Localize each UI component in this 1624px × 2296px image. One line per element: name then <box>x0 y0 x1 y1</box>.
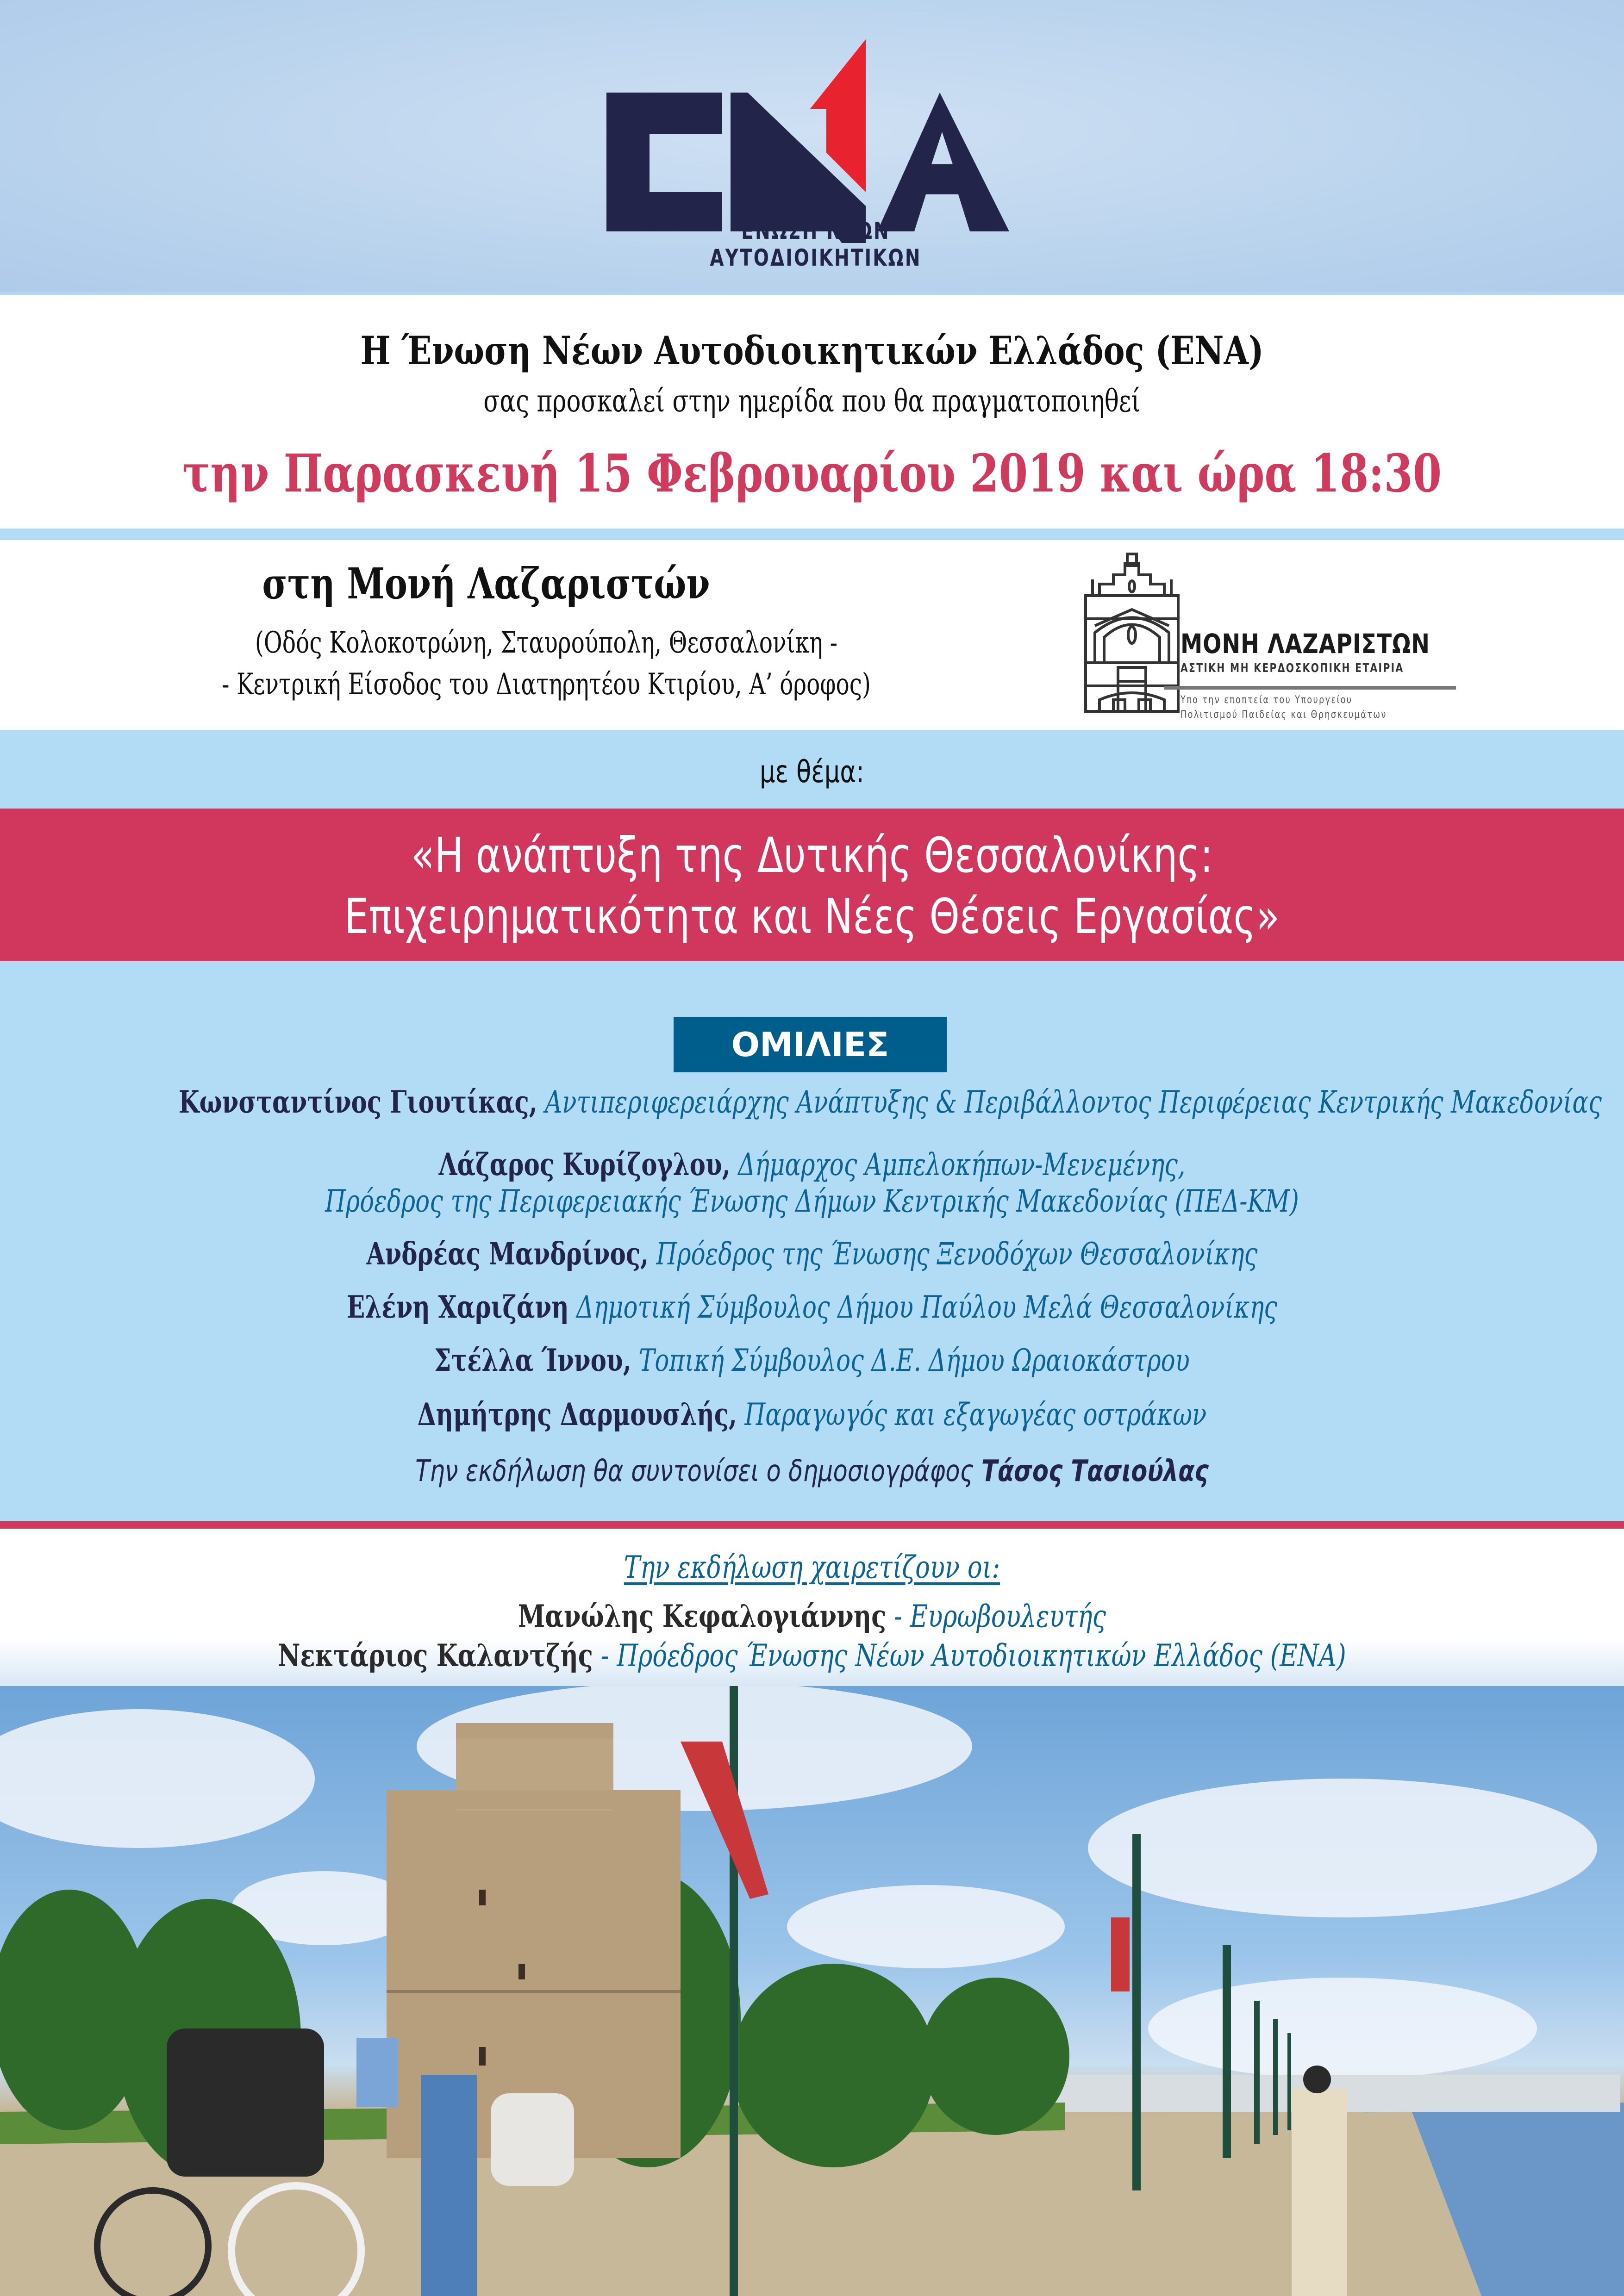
speaker-name: Δημήτρης Δαρμουσλής, <box>417 1396 737 1432</box>
monastery-logo-rule <box>1164 686 1456 690</box>
venue-title: στη Μονή Λαζαριστών <box>262 559 710 609</box>
speaker-row <box>179 1236 1445 1272</box>
event-date: την Παρασκευή 15 Φεβρουαρίου 2019 και ώρα 18:30 <box>182 443 1442 504</box>
greeting-name: Μανώλης Κεφαλογιάννης <box>518 1598 887 1634</box>
monastery-subtitle: ΑΣΤΙΚΗ ΜΗ ΚΕΡΔΟΣΚΟΠΙΚΗ ΕΤΑΙΡΙΑ <box>1181 661 1404 675</box>
greetings-title: Την εκδήλωση χαιρετίζουν οι: <box>624 1549 1000 1585</box>
speaker-role: Πρόεδρος της Ένωσης Ξενοδόχων Θεσσαλονίκης <box>656 1236 1258 1272</box>
speaker-role: Αντιπεριφερειάρχης Ανάπτυξης & Περιβάλλοντος Περιφέρειας Κεντρικής Μακεδονίας <box>545 1084 1602 1120</box>
speakers-section <box>0 961 1624 1521</box>
monastery-name: ΜΟΝΗ ΛΑΖΑΡΙΣΤΩΝ <box>1181 628 1430 660</box>
invitation-line: σας προσκαλεί στην ημερίδα που θα πραγματοποιηθεί <box>483 383 1141 419</box>
speaker-role: Τοπική Σύμβουλος Δ.Ε. Δήμου Ωραιοκάστρου <box>639 1343 1190 1378</box>
greeting-role: Ευρωβουλευτής <box>910 1599 1106 1634</box>
white-tower-photo <box>0 1686 1624 2296</box>
greeting-name: Νεκτάριος Καλαντζής <box>278 1637 593 1674</box>
moderator-prefix: Την εκδήλωση θα συντονίσει ο δημοσιογράφος <box>415 1454 974 1488</box>
greeting-row: Μανώλης Κεφαλογιάννης - Ευρωβουλευτής <box>518 1598 1106 1634</box>
monastery-note-line2: Πολιτισμού Παιδείας και Θρησκευμάτων <box>1181 709 1387 721</box>
venue-section <box>0 540 1624 730</box>
speaker-name: Στέλλα Ίννου, <box>434 1342 631 1378</box>
speaker-name: Ελένη Χαριζάνη <box>346 1289 569 1325</box>
divider-stripe <box>0 529 1624 540</box>
monastery-note-line1: Υπο την εποπτεία του Υπουργείου <box>1181 694 1353 706</box>
ena-logo <box>606 39 1014 243</box>
speaker-name: Ανδρέας Μανδρίνος, <box>366 1236 649 1272</box>
talks-badge: ΟΜΙΛΙΕΣ <box>674 1017 947 1072</box>
venue-address-line2: - Κεντρική Είσοδος του Διατηρητέου Κτιρίου, Α’ όροφος) <box>222 667 871 702</box>
speaker-row <box>179 1396 1445 1432</box>
speaker-row <box>179 1146 1445 1182</box>
header-banner <box>0 0 1624 292</box>
speaker-role-line2: Πρόεδρος της Περιφερειακής Ένωσης Δήμων Κεντρικής Μακεδονίας (ΠΕΔ-ΚΜ) <box>325 1183 1299 1219</box>
moderator-line <box>162 1454 1462 1488</box>
divider-stripe-crimson <box>0 1521 1624 1529</box>
topic-line1: «Η ανάπτυξη της Δυτικής Θεσσαλονίκης: <box>411 827 1213 884</box>
seafront-photo-illustration <box>0 1686 1624 2296</box>
speaker-role: Δήμαρχος Αμπελοκήπων-Μενεμένης, <box>737 1147 1186 1182</box>
speaker-row <box>179 1342 1445 1378</box>
speaker-role: Παραγωγός και εξαγωγέας οστράκων <box>744 1397 1207 1432</box>
greeting-role: Πρόεδρος Ένωσης Νέων Αυτοδιοικητικών Ελλάδος (ΕΝΑ) <box>617 1638 1346 1674</box>
greetings-section <box>0 1529 1624 1686</box>
speaker-row <box>179 1289 1445 1325</box>
greeting-row: Νεκτάριος Καλαντζής - Πρόεδρος Ένωσης Νέων Αυτοδιοικητικών Ελλάδος (ΕΝΑ) <box>278 1637 1346 1674</box>
moderator-name: Τάσος Τασιούλας <box>981 1454 1209 1488</box>
logo-letter-e-icon <box>606 93 722 231</box>
organization-title: Η Ένωση Νέων Αυτοδιοικητικών Ελλάδος (ΕΝΑ) <box>360 328 1264 373</box>
topic-line2: Επιχειρηματικότητα και Νέες Θέσεις Εργασίας» <box>344 888 1280 945</box>
venue-address-line1: (Οδός Κολοκοτρώνη, Σταυρούπολη, Θεσσαλονίκη - <box>255 626 838 660</box>
monastery-logo <box>1081 552 1498 721</box>
logo-letter-a-icon <box>877 93 1009 231</box>
speaker-role: Δημοτική Σύμβουλος Δήμου Παύλου Μελά Θεσσαλονίκης <box>576 1289 1278 1325</box>
speaker-name: Κωνσταντίνος Γιουτίκας, <box>178 1084 537 1120</box>
speaker-row <box>178 1084 1602 1120</box>
speaker-role-continuation <box>179 1183 1445 1219</box>
intro-section <box>0 292 1624 532</box>
theme-label: με θέμα: <box>760 754 864 790</box>
theme-label-section <box>0 730 1624 809</box>
topic-banner <box>0 809 1624 961</box>
logo-subtitle: ΕΝΩΣΗ ΝΕΩΝ ΑΥΤΟΔΙΟΙΚΗΤΙΚΩΝ <box>710 218 922 271</box>
speaker-name: Λάζαρος Κυρίζογλου, <box>438 1146 731 1182</box>
